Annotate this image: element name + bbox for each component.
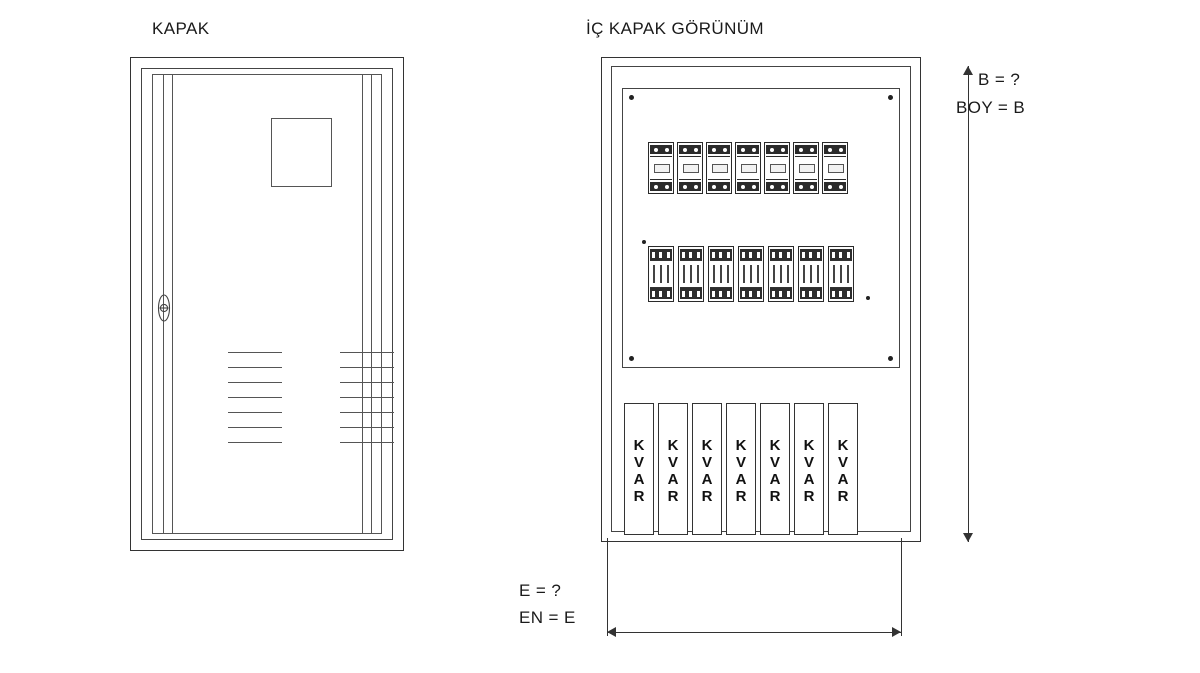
capacitor-unit bbox=[828, 403, 858, 535]
width-dimension-line bbox=[607, 632, 901, 633]
capacitor-letter: K bbox=[769, 437, 781, 455]
capacitor-letter: V bbox=[735, 454, 746, 472]
capacitor-unit bbox=[624, 403, 654, 535]
mcb-device bbox=[648, 142, 674, 194]
cover-edge-line-right-1 bbox=[362, 74, 363, 534]
capacitor-letter: V bbox=[803, 454, 814, 472]
cover-edge-line-right-2 bbox=[371, 74, 372, 534]
capacitor-letter: A bbox=[837, 471, 849, 488]
contactor-device bbox=[678, 246, 704, 302]
capacitor-letter: A bbox=[803, 471, 815, 488]
cover-door-panel bbox=[152, 74, 382, 534]
width-extension-line-left bbox=[607, 538, 608, 636]
mcb-device bbox=[706, 142, 732, 194]
width-query-label: E = ? bbox=[519, 581, 562, 600]
cover-vent-louvres-right bbox=[340, 352, 394, 457]
plate-screw-dot bbox=[888, 95, 893, 100]
mcb-device bbox=[735, 142, 761, 194]
capacitor-letter: V bbox=[633, 454, 644, 472]
capacitor-row bbox=[624, 403, 862, 535]
mcb-device bbox=[677, 142, 703, 194]
capacitor-letter: K bbox=[667, 437, 679, 455]
right-panel-title: İÇ KAPAK GÖRÜNÜM bbox=[586, 19, 764, 38]
wiring-dot bbox=[866, 296, 870, 300]
height-dimension-line bbox=[968, 66, 969, 542]
capacitor-letter: A bbox=[769, 471, 781, 488]
mounting-plate bbox=[622, 88, 900, 368]
contactor-device bbox=[828, 246, 854, 302]
capacitor-letter: R bbox=[667, 487, 679, 505]
contactor-row bbox=[648, 246, 858, 302]
capacitor-letter: R bbox=[837, 487, 849, 505]
width-extension-line-right bbox=[901, 538, 902, 636]
mcb-device bbox=[822, 142, 848, 194]
mcb-device bbox=[764, 142, 790, 194]
capacitor-unit bbox=[794, 403, 824, 535]
capacitor-letter: R bbox=[735, 487, 747, 505]
capacitor-letter: A bbox=[701, 471, 713, 488]
capacitor-letter: R bbox=[803, 487, 815, 505]
mcb-row bbox=[648, 142, 851, 194]
height-query-label: B = ? bbox=[978, 70, 1021, 89]
capacitor-unit bbox=[726, 403, 756, 535]
contactor-device bbox=[648, 246, 674, 302]
capacitor-letter: K bbox=[633, 437, 645, 455]
capacitor-unit bbox=[692, 403, 722, 535]
door-lock-icon bbox=[157, 293, 171, 323]
capacitor-unit bbox=[658, 403, 688, 535]
wiring-dot bbox=[642, 240, 646, 244]
plate-screw-dot bbox=[629, 356, 634, 361]
capacitor-letter: K bbox=[735, 437, 747, 455]
capacitor-letter: K bbox=[701, 437, 713, 455]
contactor-device bbox=[708, 246, 734, 302]
capacitor-letter: A bbox=[667, 471, 679, 488]
capacitor-letter: R bbox=[769, 487, 781, 505]
capacitor-letter: V bbox=[769, 454, 780, 472]
capacitor-letter: R bbox=[701, 487, 713, 505]
arrow-vertical-icon bbox=[963, 533, 973, 542]
capacitor-letter: K bbox=[803, 437, 815, 455]
contactor-device bbox=[738, 246, 764, 302]
arrow-vertical-icon bbox=[963, 66, 973, 75]
capacitor-letter: R bbox=[633, 487, 645, 505]
capacitor-letter: V bbox=[837, 454, 848, 472]
capacitor-unit bbox=[760, 403, 790, 535]
contactor-device bbox=[798, 246, 824, 302]
capacitor-letter: A bbox=[633, 471, 645, 488]
plate-screw-dot bbox=[888, 356, 893, 361]
capacitor-letter: V bbox=[667, 454, 678, 472]
arrow-horizontal-icon bbox=[607, 627, 616, 637]
width-formula-label: EN = E bbox=[519, 608, 576, 627]
contactor-device bbox=[768, 246, 794, 302]
capacitor-letter: K bbox=[837, 437, 849, 455]
capacitor-letter: V bbox=[701, 454, 712, 472]
arrow-horizontal-icon bbox=[892, 627, 901, 637]
mcb-device bbox=[793, 142, 819, 194]
left-panel-title: KAPAK bbox=[152, 19, 210, 38]
cover-edge-line-left-2 bbox=[172, 74, 173, 534]
plate-screw-dot bbox=[629, 95, 634, 100]
cover-meter-window bbox=[271, 118, 332, 187]
height-formula-label: BOY = B bbox=[956, 98, 1026, 117]
cover-vent-louvres-left bbox=[228, 352, 282, 457]
capacitor-letter: A bbox=[735, 471, 747, 488]
